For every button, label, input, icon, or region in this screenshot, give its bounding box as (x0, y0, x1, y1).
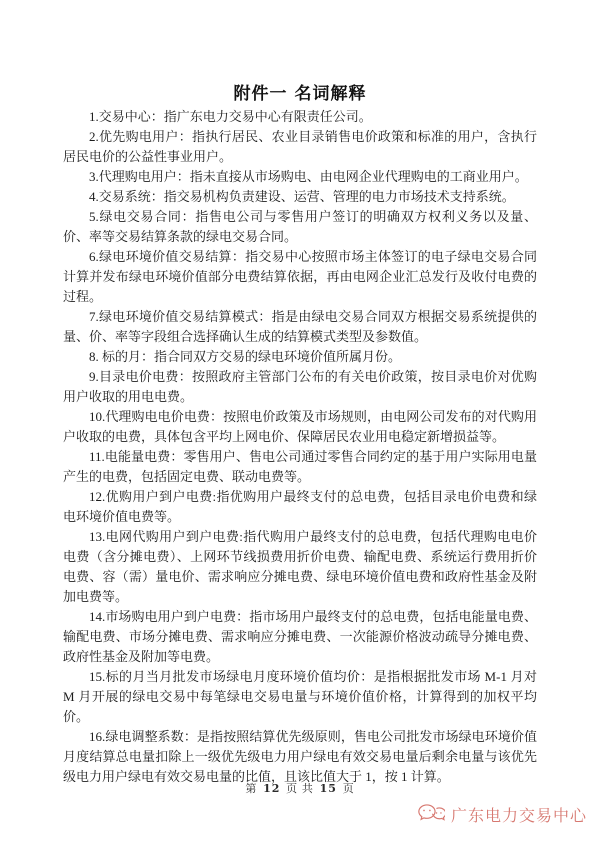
definition-item: 3.代理购电用户：指未直接从市场购电、由电网企业代理购电的工商业用户。 (89, 169, 528, 184)
definition-list (63, 107, 537, 787)
brand-watermark (417, 803, 587, 826)
footer-label-prefix: 第 (245, 783, 258, 795)
definition-item: 2.优先购电用户：指执行居民、农业目录销售电价政策和标准的用户，含执行居民电价的公益性事业用户。 (63, 129, 537, 164)
definition-item: 7.绿电环境价值交易结算模式：指是由绿电交易合同双方根据交易系统提供的量、价、率等字段组合选择确认生成的结算模式类型及参数值。 (63, 309, 537, 344)
definition-item: 13.电网代购用户到户电费:指代购用户最终支付的总电费，包括代理购电电价电费（含分摊电费）、上网环节线损费用折价电费、输配电费、系统运行费用折价电费、容（需）量电价、需求响应分摊电费、绿电环境价值电费和政府性基金及附加电费等。 (63, 529, 537, 604)
total-page-number: 15 (319, 782, 337, 795)
brand-name: 广东电力交易中心 (450, 806, 587, 825)
footer-label-middle: 页 共 (286, 783, 314, 795)
page-footer (0, 781, 600, 797)
page-title: 附件一 名词解释 (233, 84, 367, 104)
definition-item: 9.目录电价电费：按照政府主管部门公布的有关电价政策，按目录电价对优购用户收取的用电电费。 (63, 369, 537, 404)
definition-item: 10.代理购电电价电费：按照电价政策及市场规则，由电网公司发布的对代购用户收取的电费，具体包含平均上网电价、保障居民农业用电稳定新增损益等。 (63, 409, 537, 444)
footer-label-suffix: 页 (342, 783, 355, 795)
definition-item: 14.市场购电用户到户电费：指市场用户最终支付的总电费，包括电能量电费、输配电费、市场分摊电费、需求响应分摊电费、一次能源价格波动疏导分摊电费、政府性基金及附加等电费。 (63, 609, 537, 664)
wechat-icon (417, 803, 445, 826)
definition-item: 5.绿电交易合同：指售电公司与零售用户签订的明确双方权利义务以及量、价、率等交易结算条款的绿电交易合同。 (63, 209, 537, 244)
definition-item: 15.标的月当月批发市场绿电月度环境价值均价：是指根据批发市场 M-1 月对 M 月开展的绿电交易中每笔绿电交易电量与环境价值价格，计算得到的加权平均价。 (63, 669, 537, 724)
definition-item: 4.交易系统：指交易机构负责建设、运营、管理的电力市场技术支持系统。 (89, 189, 515, 204)
definition-item: 6.绿电环境价值交易结算：指交易中心按照市场主体签订的电子绿电交易合同计算并发布绿电环境价值部分电费结算依据，再由电网企业汇总发行及收付电费的过程。 (63, 249, 537, 304)
definition-item: 12.优购用户到户电费:指优购用户最终支付的总电费，包括目录电价电费和绿电环境价值电费等。 (63, 489, 537, 524)
current-page-number: 12 (263, 782, 281, 795)
definition-item: 11.电能量电费：零售用户、售电公司通过零售合同约定的基于用户实际用电量产生的电费，包括固定电费、联动电费等。 (63, 449, 537, 484)
definition-item: 1.交易中心：指广东电力交易中心有限责任公司。 (89, 109, 372, 124)
definition-item: 8. 标的月：指合同双方交易的绿电环境价值所属月份。 (89, 349, 402, 364)
definition-item: 16.绿电调整系数：是指按照结算优先级原则，售电公司批发市场绿电环境价值月度结算总电量扣除上一级优先级电力用户绿电有效交易电量后剩余电量与该优先级电力用户绿电有效交易电量的比值，且该比值大于 1，按 1 计算。 (63, 729, 537, 784)
